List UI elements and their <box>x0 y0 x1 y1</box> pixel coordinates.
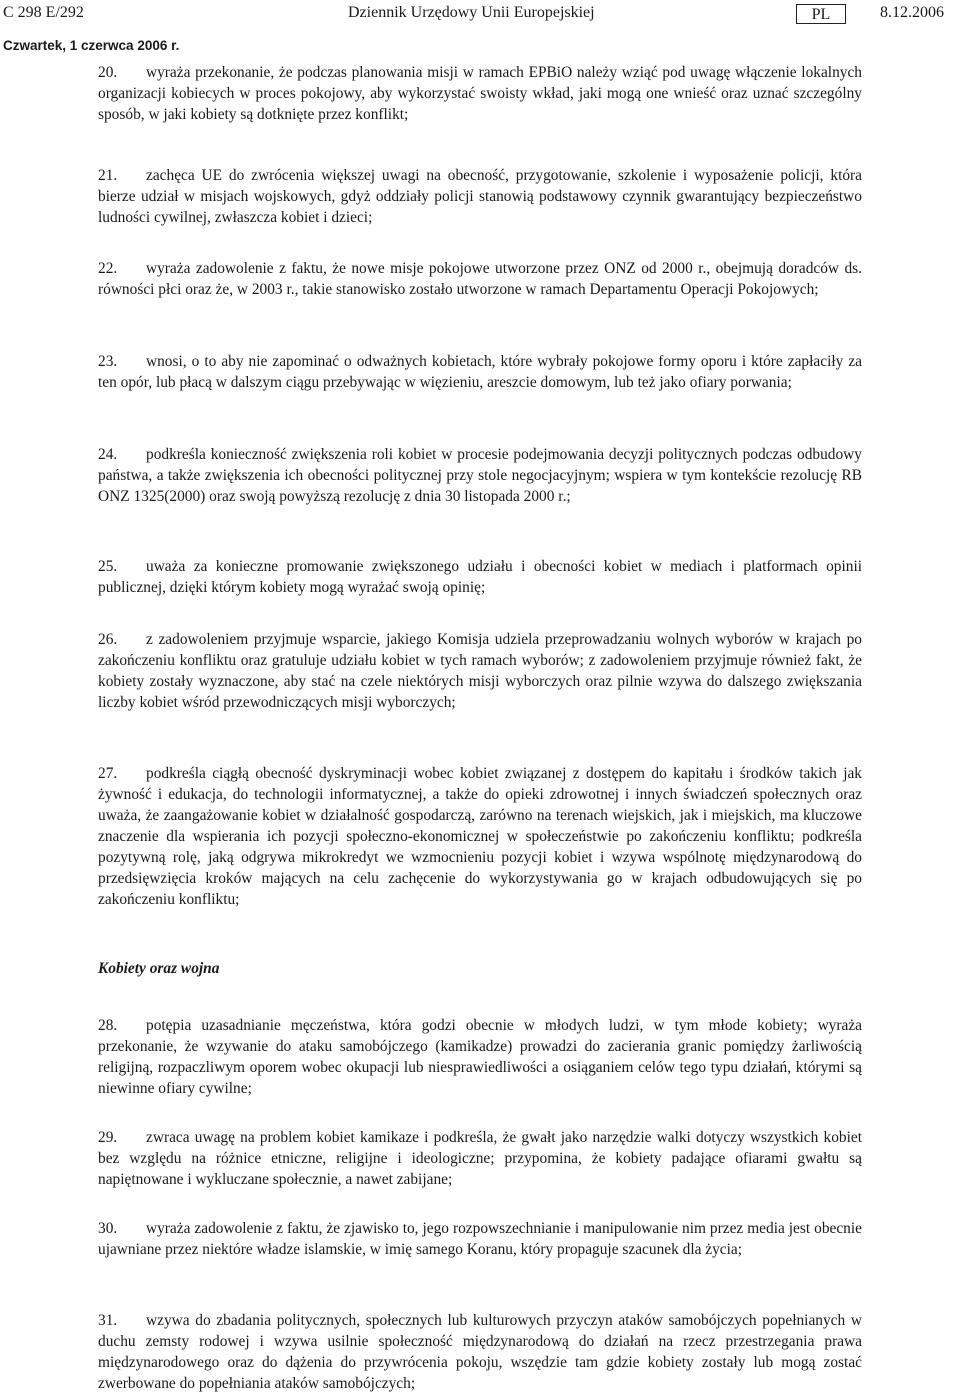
paragraph-29 <box>98 1127 862 1190</box>
paragraph-28 <box>98 1015 862 1099</box>
paragraph-text: uważa za konieczne promowanie zwiększonego udziału i obecności kobiet w mediach i platformach opinii publicznej, dzięki którym kobiety mogą wyrażać swoją opinię; <box>98 558 862 596</box>
paragraph-number: 27. <box>98 765 118 782</box>
paragraph-text: wyraża zadowolenie z faktu, że nowe misje pokojowe utworzone przez ONZ od 2000 r., obejmują doradców ds. równości płci oraz że, w 2003 r., takie stanowisko zostało utworzone w ramach Departamentu Operacji Pokojowych; <box>98 260 862 298</box>
paragraph-23 <box>98 351 862 393</box>
paragraph-number: 29. <box>98 1129 118 1146</box>
paragraph-text: wyraża zadowolenie z faktu, że zjawisko to, jego rozpowszechnianie i manipulowanie nim przez media jest obecnie ujawniane przez niektóre władze islamskie, w imię samego Koranu, który propaguje szacunek dla życia; <box>98 1220 862 1258</box>
paragraph-text: potępia uzasadnianie męczeństwa, która godzi obecnie w młodych ludzi, w tym młode kobiety; wyraża przekonanie, że wzywanie do ataku samobójczego (kamikadze) prowadzi do zacierania granic pomiędzy żarliwością religijną, rozpaczliwym oporem wobec okupacji lub niesprawiedliwości a osiąganiem celów tego typu działań, którymi są niewinne ofiary cywilne; <box>98 1017 862 1097</box>
paragraph-text: zachęca UE do zwrócenia większej uwagi na obecność, przygotowanie, szkolenie i wyposażenie policji, która bierze udział w misjach wojskowych, gdyż oddziały policji stanowią podstawowy czynnik gwarantujący bezpieczeństwo ludności cywilnej, zwłaszcza kobiet i dzieci; <box>98 167 862 226</box>
section-heading: Kobiety oraz wojna <box>98 960 220 977</box>
paragraph-number: 24. <box>98 446 118 463</box>
publication-date: 8.12.2006 <box>880 4 944 21</box>
paragraph-number: 25. <box>98 558 118 575</box>
paragraph-20 <box>98 62 862 125</box>
paragraph-number: 20. <box>98 64 118 81</box>
paragraph-25 <box>98 556 862 598</box>
paragraph-21 <box>98 165 862 228</box>
paragraph-text: z zadowoleniem przyjmuje wsparcie, jakiego Komisja udziela przeprowadzaniu wolnych wyborów w krajach po zakończeniu konfliktu oraz gratuluje udziału kobiet w tych ramach wyborów; z zadowoleniem przyjmuje również fakt, że kobiety zostały wyznaczone, aby stać na czele niektórych misji wyborczych oraz pilnie wzywa do dalszego zwiększania liczby kobiet wśród przewodniczących misji wyborczych; <box>98 631 862 711</box>
page-header <box>0 4 960 28</box>
paragraph-22 <box>98 258 862 300</box>
paragraph-number: 23. <box>98 353 118 370</box>
paragraph-number: 26. <box>98 631 118 648</box>
paragraph-number: 21. <box>98 167 118 184</box>
paragraph-text: wyraża przekonanie, że podczas planowania misji w ramach EPBiO należy wziąć pod uwagę włączenie lokalnych organizacji kobiecych w proces pokojowy, aby wykorzystać swoisty wkład, jaki mogą one wnieść oraz uznać szczególny sposób, w jaki kobiety są dotknięte przez konflikt; <box>98 64 862 123</box>
paragraph-26 <box>98 629 862 713</box>
paragraph-30 <box>98 1218 862 1260</box>
paragraph-text: podkreśla ciągłą obecność dyskryminacji wobec kobiet związanej z dostępem do kapitału i środków takich jak żywność i edukacja, do technologii informatycznej, a także do opieki zdrowotnej i innych świadczeń społecznych oraz uważa, że zaangażowanie kobiet w działalność gospodarczą, zarówno na terenach wiejskich, jak i miejskich, ma kluczowe znaczenie dla wspierania ich pozycji społeczno-ekonomicznej w społeczeństwie po zakończeniu konfliktu; podkreśla pozytywną rolę, jaką odgrywa mikrokredyt we wzmocnieniu pozycji kobiet i wzywa wspólnotę międzynarodową do przedsięwzięcia kroków mających na celu zachęcenie do wykorzystywania go w krajach odbudowujących się po zakończeniu konfliktu; <box>98 765 862 908</box>
journal-reference: C 298 E/292 <box>3 4 84 21</box>
paragraph-number: 30. <box>98 1220 118 1237</box>
paragraph-text: wnosi, o to aby nie zapominać o odważnych kobietach, które wybrały pokojowe formy oporu i które zapłaciły za ten opór, lub płacą w dalszym ciągu przebywając w więzieniu, areszcie domowym, lub też jako ofiary porwania; <box>98 353 862 391</box>
paragraph-31 <box>98 1310 862 1394</box>
paragraph-text: podkreśla konieczność zwiększenia roli kobiet w procesie podejmowania decyzji politycznych podczas odbudowy państwa, a także zwiększenia ich obecności politycznej przy stole negocjacyjnym; wspiera w tym kontekście rezolucję RB ONZ 1325(2000) oraz swoją powyższą rezolucję z dnia 30 listopada 2000 r.; <box>98 446 862 505</box>
journal-title: Dziennik Urzędowy Unii Europejskiej <box>348 4 595 21</box>
paragraph-number: 28. <box>98 1017 118 1034</box>
paragraph-number: 31. <box>98 1312 118 1329</box>
sitting-date: Czwartek, 1 czerwca 2006 r. <box>3 38 180 53</box>
paragraph-text: zwraca uwagę na problem kobiet kamikaze i podkreśla, że gwałt jako narzędzie walki dotyczy wszystkich kobiet bez względu na różnice etniczne, religijne i ideologiczne; przypomina, że kobiety padające ofiarami gwałtu są napiętnowane i wykluczane społecznie, a nawet zabijane; <box>98 1129 862 1188</box>
paragraph-text: wzywa do zbadania politycznych, społecznych lub kulturowych przyczyn ataków samobójczych popełnianych w duchu zemsty rodowej i wzywa usilnie społeczność międzynarodową do działań na rzecz przestrzegania prawa międzynarodowego oraz do dążenia do przywrócenia pokoju, wszędzie tam gdzie kobiety zostały lub mogą zostać zwerbowane do popełniania ataków samobójczych; <box>98 1312 862 1392</box>
paragraph-24 <box>98 444 862 507</box>
language-code-box: PL <box>796 4 846 24</box>
paragraph-27 <box>98 763 862 910</box>
paragraph-number: 22. <box>98 260 118 277</box>
